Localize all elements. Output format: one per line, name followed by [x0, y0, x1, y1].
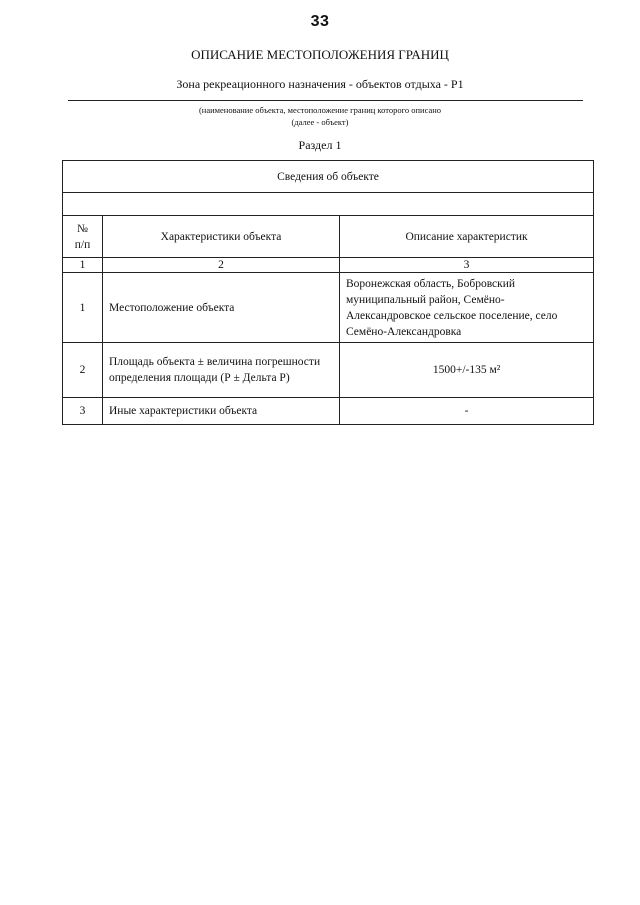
underline-rule [68, 100, 583, 101]
row-num: 3 [63, 398, 103, 425]
row-num: 2 [63, 343, 103, 398]
document-title: ОПИСАНИЕ МЕСТОПОЛОЖЕНИЯ ГРАНИЦ [191, 47, 449, 62]
table-row [63, 398, 594, 425]
header-description: Описание характеристик [340, 216, 594, 258]
caption-line-1: (наименование объекта, местоположение границ которого описано [198, 105, 442, 115]
row-description: - [340, 398, 594, 425]
zone-name: Зона рекреационного назначения - объектов отдыха - Р1 [176, 77, 464, 91]
header-num-symbol: № [77, 222, 88, 235]
table-heading-row [63, 161, 594, 193]
table-row [63, 343, 594, 398]
caption [0, 104, 640, 128]
header-num [63, 216, 103, 258]
table-heading: Сведения об объекте [63, 161, 594, 193]
row-characteristic: Площадь объекта ± величина погрешности определения площади (Р ± Дельта Р) [103, 343, 340, 398]
row-description: Воронежская область, Бобровский муниципальный район, Семёно-Александровское сельское поселение, село Семёно-Александровка [340, 273, 594, 343]
table-header-row [63, 216, 594, 258]
index-cell-3: 3 [340, 258, 594, 273]
blank-cell [63, 193, 594, 216]
row-characteristic: Местоположение объекта [103, 273, 340, 343]
row-description: 1500+/-135 м² [340, 343, 594, 398]
caption-line-2: (далее - объект) [291, 117, 349, 127]
table-index-row [63, 258, 594, 273]
header-characteristics: Характеристики объекта [103, 216, 340, 258]
section-title: Раздел 1 [298, 138, 342, 152]
row-characteristic: Иные характеристики объекта [103, 398, 340, 425]
object-info-table [62, 160, 594, 425]
table-row [63, 273, 594, 343]
index-cell-1: 1 [63, 258, 103, 273]
row-num: 1 [63, 273, 103, 343]
index-cell-2: 2 [103, 258, 340, 273]
header-num-abbrev: п/п [74, 238, 91, 251]
table-blank-row [63, 193, 594, 216]
page-number: 33 [310, 13, 330, 30]
